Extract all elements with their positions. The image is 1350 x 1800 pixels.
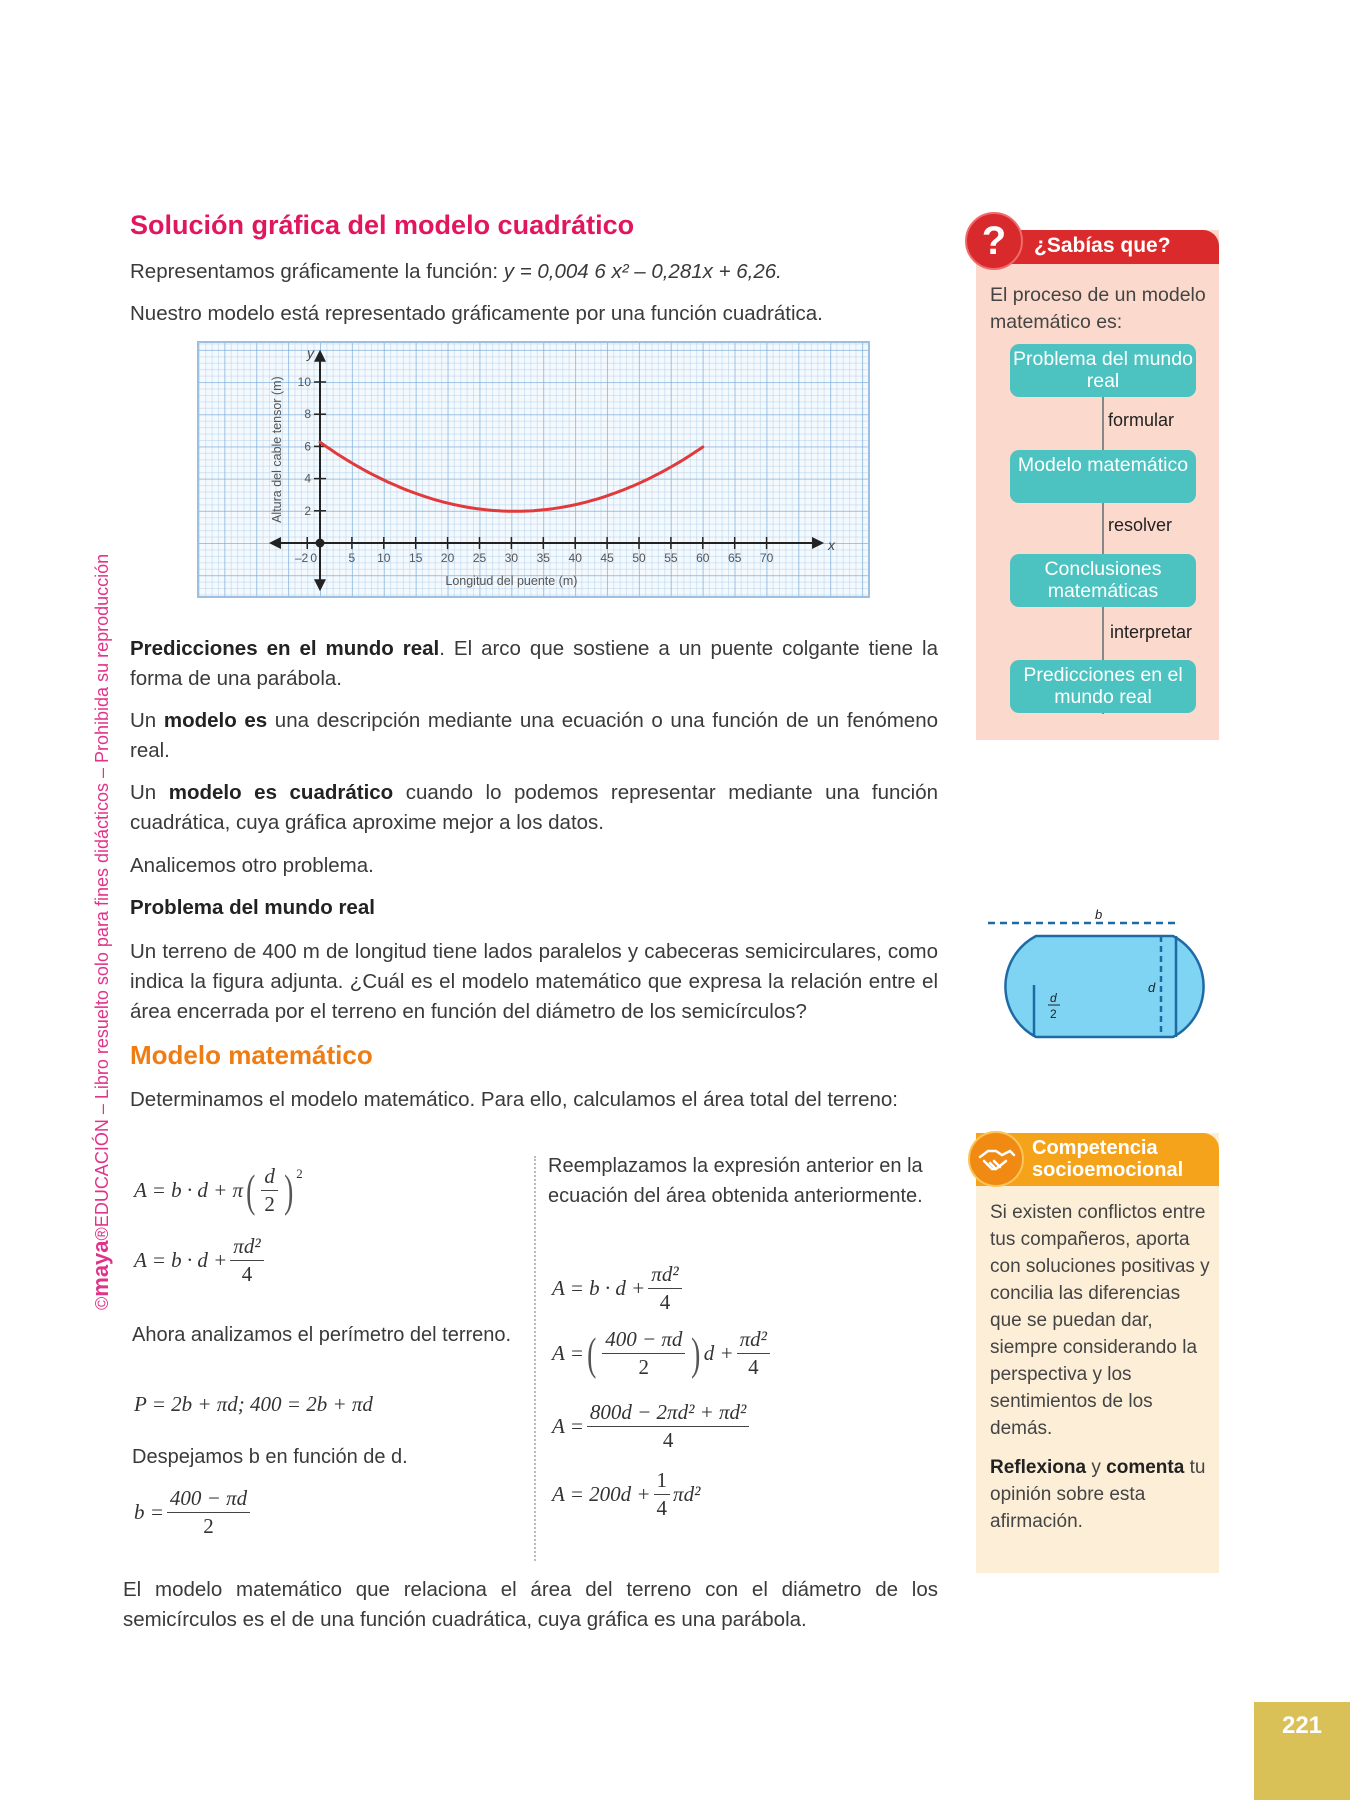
denominator: 4 [241,1262,253,1286]
comment-term: comenta [1106,1457,1185,1478]
x-tick-label: 0 [310,551,317,565]
x-axis-arrow-right [812,537,824,549]
fraction [167,1486,250,1539]
equation-b [134,1486,253,1539]
eq-lhs: A = b · d + π [134,1178,244,1202]
y-tick-label: 8 [304,407,311,422]
eq-lhs: A = b · d + [552,1276,646,1300]
x-tick-label: 40 [568,551,582,565]
equation-area-final [552,1468,700,1521]
eq-lhs: A = b · d + [134,1248,228,1272]
eq-lhs: A = 200d + [552,1482,651,1506]
did-you-know-box [976,219,1219,740]
parabola-curve [320,442,703,511]
flow-step-conclusions: Conclusiones matemáticas [1010,554,1196,607]
numerator: πd² [648,1262,681,1289]
paren-close: ) [691,1327,701,1379]
eq-rest: πd² [673,1482,701,1506]
problem-text: Un terreno de 400 m de longitud tiene lados paralelos y cabeceras semicirculares, como indica la figura adjunta. ¿Cuál es el modelo matemático que expresa la relación entre el área encerrada por el terreno en función del diámetro de los semicírculos? [130,940,938,1023]
quadratic-model-definition [130,778,938,838]
equation-area-2 [134,1234,267,1287]
process-intro: El proceso de un modelo matemático es: [990,284,1206,333]
reflect-text [990,1454,1211,1535]
y-tick-label: 2 [304,503,311,518]
flow-step-problem: Problema del mundo real [1010,344,1196,397]
y-axis-title: Altura del cable tensor (m) [270,376,284,523]
label-d: d [1148,980,1156,995]
denominator: 2 [203,1514,214,1538]
label-b: b [1095,907,1103,922]
y-tick-label: 10 [297,375,311,389]
question-mark-icon: ? [965,212,1023,270]
equation-area-5 [552,1400,752,1453]
y-tick-label: 4 [304,471,311,486]
model-term: modelo es [163,709,268,732]
flow-step-model: Modelo matemático [1010,450,1196,503]
x-tick-label: 10 [377,551,391,565]
origin-point [316,539,325,548]
text: cuando lo podemos representar mediante una función cuadrática, cuya gráfica aproxime mejor a los datos. [130,781,938,834]
parabola-chart [197,341,870,598]
denominator: 4 [656,1496,668,1520]
replace-text: Reemplazamos la expresión anterior en la ecuación del área obtenida anteriormente. [548,1155,923,1207]
eq-lhs: A = [552,1341,584,1365]
flow-step-predictions: Predicciones en el mundo real [1010,660,1196,713]
function-intro: Representamos gráficamente la función: [130,260,504,283]
denominator: 2 [638,1355,650,1379]
predictions-text: . El arco que sostiene a un puente colgante tiene la forma de una parábola. [130,637,938,690]
section-title-model: Modelo matemático [130,1040,373,1070]
predictions-paragraph [130,634,938,694]
title-line: Competencia [1032,1137,1158,1159]
x-tick-label: 35 [536,551,550,565]
x-tick-label: 50 [632,551,646,565]
perimeter-text: Ahora analizamos el perímetro del terreno. [132,1324,512,1346]
fraction [648,1262,681,1315]
equation-area-4 [552,1327,773,1380]
fraction [654,1468,671,1521]
denominator: 4 [748,1355,759,1379]
page-number: 221 [1254,1702,1350,1800]
copyright-notice [88,554,114,1310]
text: tu opinión sobre esta afirmación. [990,1457,1206,1532]
label-half-num: d [1050,991,1057,1005]
label-half-den: 2 [1050,1007,1057,1021]
y-axis-arrow-up [314,350,326,362]
y-tick-label: 6 [304,439,311,454]
flow-label-interpretar: interpretar [1110,622,1193,642]
problem-title: Problema del mundo real [130,896,375,919]
x-tick-label: 55 [664,551,678,565]
model-definition [130,706,938,766]
function-line [130,260,782,284]
text: Un [130,709,164,732]
paren-open: ( [246,1164,256,1216]
equations-block [130,1151,960,1575]
socioemotional-box [976,1133,1219,1573]
column-divider [534,1156,536,1561]
title-line: socioemocional [1032,1159,1184,1181]
equation-area-3 [552,1262,685,1315]
text: Un [130,781,169,804]
model-sentence: Nuestro modelo está representado gráficamente por una función cuadrática. [130,302,823,325]
eq-lhs: A = [552,1414,584,1438]
denominator: 2 [264,1192,275,1216]
x-tick-label: 15 [409,551,423,565]
flow-label-resolver: resolver [1108,515,1173,535]
x-tick-label: 20 [440,551,455,565]
numerator: πd² [737,1327,770,1354]
fraction [587,1400,749,1453]
terrain-figure [970,905,1235,1045]
eq-text: P = 2b + πd; 400 = 2b + πd [134,1392,373,1416]
notice-text: ®EDUCACIÓN – Libro resuelto solo para fines didácticos – Prohibida su reproducción [92,553,112,1241]
copyright-symbol: © [92,1296,112,1310]
y-axis-name: y [307,344,314,361]
x-tick-label: 5 [348,551,356,565]
x-tick-label: 45 [600,551,614,565]
text: y [1086,1457,1107,1478]
x-axis-title: Longitud del puente (m) [445,574,578,588]
x-tick-label: –2 [294,551,309,565]
did-you-know-title: ¿Sabías que? [976,230,1219,264]
numerator: 1 [654,1468,671,1495]
model-intro: Determinamos el modelo matemático. Para ello, calculamos el área total del terreno: [130,1088,898,1111]
eq-mid: d + [703,1341,734,1365]
y-axis-arrow-down [314,579,326,591]
socioemotional-text: Si existen conflictos entre tus compañeros, aporta con soluciones positivas y concilia las diferencias que se puedan dar, siempre considerando la perspectiva y los sentimientos de los demás. [990,1202,1210,1439]
function-formula: y = 0,004 6 x² – 0,281x + 6,26. [503,260,782,283]
solve-b-text: Despejamos b en función de d. [132,1446,408,1468]
quadratic-term: modelo es cuadrático [168,781,394,804]
denominator: 4 [662,1428,674,1452]
brand-logo: maya [88,1240,113,1297]
exponent: 2 [296,1166,303,1181]
x-tick-label: 30 [504,551,519,565]
paren-open: ( [586,1327,597,1379]
numerator: d [261,1164,278,1191]
x-tick-label: 25 [472,551,487,565]
text: una descripción mediante una ecuación o una función de un fenómeno real. [130,709,939,762]
paren-close: ) [283,1164,294,1216]
section-title: Solución gráfica del modelo cuadrático [130,210,635,240]
equation-perimeter [134,1392,373,1417]
chart-svg [199,343,872,600]
x-tick-label: 60 [696,551,710,565]
x-tick-label: 70 [759,551,774,565]
analyze-text: Analicemos otro problema. [130,854,374,877]
equation-area-1 [134,1164,303,1217]
numerator: πd² [230,1234,263,1261]
numerator: 400 − πd [602,1327,685,1354]
handshake-icon [968,1131,1024,1187]
predictions-term: Predicciones en el mundo real [130,637,440,660]
x-axis-name: x [828,537,836,553]
fraction [602,1327,685,1380]
numerator: 400 − πd [167,1486,250,1513]
main-text-column [123,634,939,1635]
fraction [230,1234,263,1287]
flow-label-formular: formular [1108,410,1175,430]
denominator: 4 [659,1290,671,1314]
numerator: 800d − 2πd² + πd² [587,1400,749,1427]
x-tick-label: 65 [728,551,742,565]
fraction [737,1327,770,1380]
fraction [261,1164,278,1217]
conclusion-text: El modelo matemático que relaciona el área del terreno con el diámetro de los semicírculos es el de una función cuadrática, cuya gráfica es una parábola. [123,1578,938,1631]
eq-lhs: b = [134,1500,164,1524]
x-axis-arrow-left [269,537,281,549]
reflect-term: Reflexiona [990,1457,1087,1478]
